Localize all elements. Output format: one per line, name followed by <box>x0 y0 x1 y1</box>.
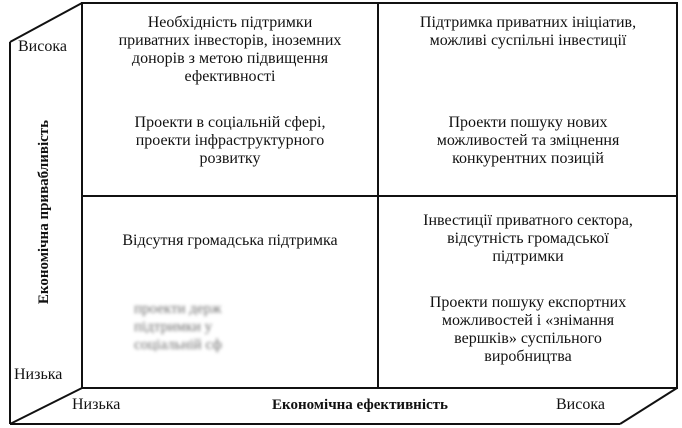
y-axis-title: Економічна привабливість <box>36 119 52 305</box>
bottom-right-text-1: Інвестиції приватного сектора, відсутність громадської підтримки <box>423 212 633 265</box>
bottom-left-faded-text: проекти держ підтримки у соціальній сф <box>134 301 223 353</box>
x-axis-low-label: Низька <box>72 396 121 413</box>
x-axis-title: Економічна ефективність <box>272 397 448 413</box>
x-axis-high-label: Висока <box>556 396 605 413</box>
y-axis-low-label: Низька <box>14 366 63 383</box>
top-right-text-1: Підтримка приватних ініціатив, можливі суспільні інвестиції <box>419 14 637 49</box>
bottom-right-text-2: Проекти пошуку експортних можливостей і «знімання вершків» суспільного виробництва <box>429 294 627 365</box>
top-left-text-1: Необхідність підтримки приватних інвесторів, іноземних донорів з метою підвищення ефективності <box>118 14 342 85</box>
bottom-left-text-1: Відсутня громадська підтримка <box>122 232 338 249</box>
top-right-text-2: Проекти пошуку нових можливостей та зміцнення конкурентних позицій <box>436 114 620 167</box>
top-left-text-2: Проекти в соціальній сфері, проекти інфраструктурного розвитку <box>134 114 326 167</box>
y-axis-high-label: Висока <box>18 38 67 55</box>
